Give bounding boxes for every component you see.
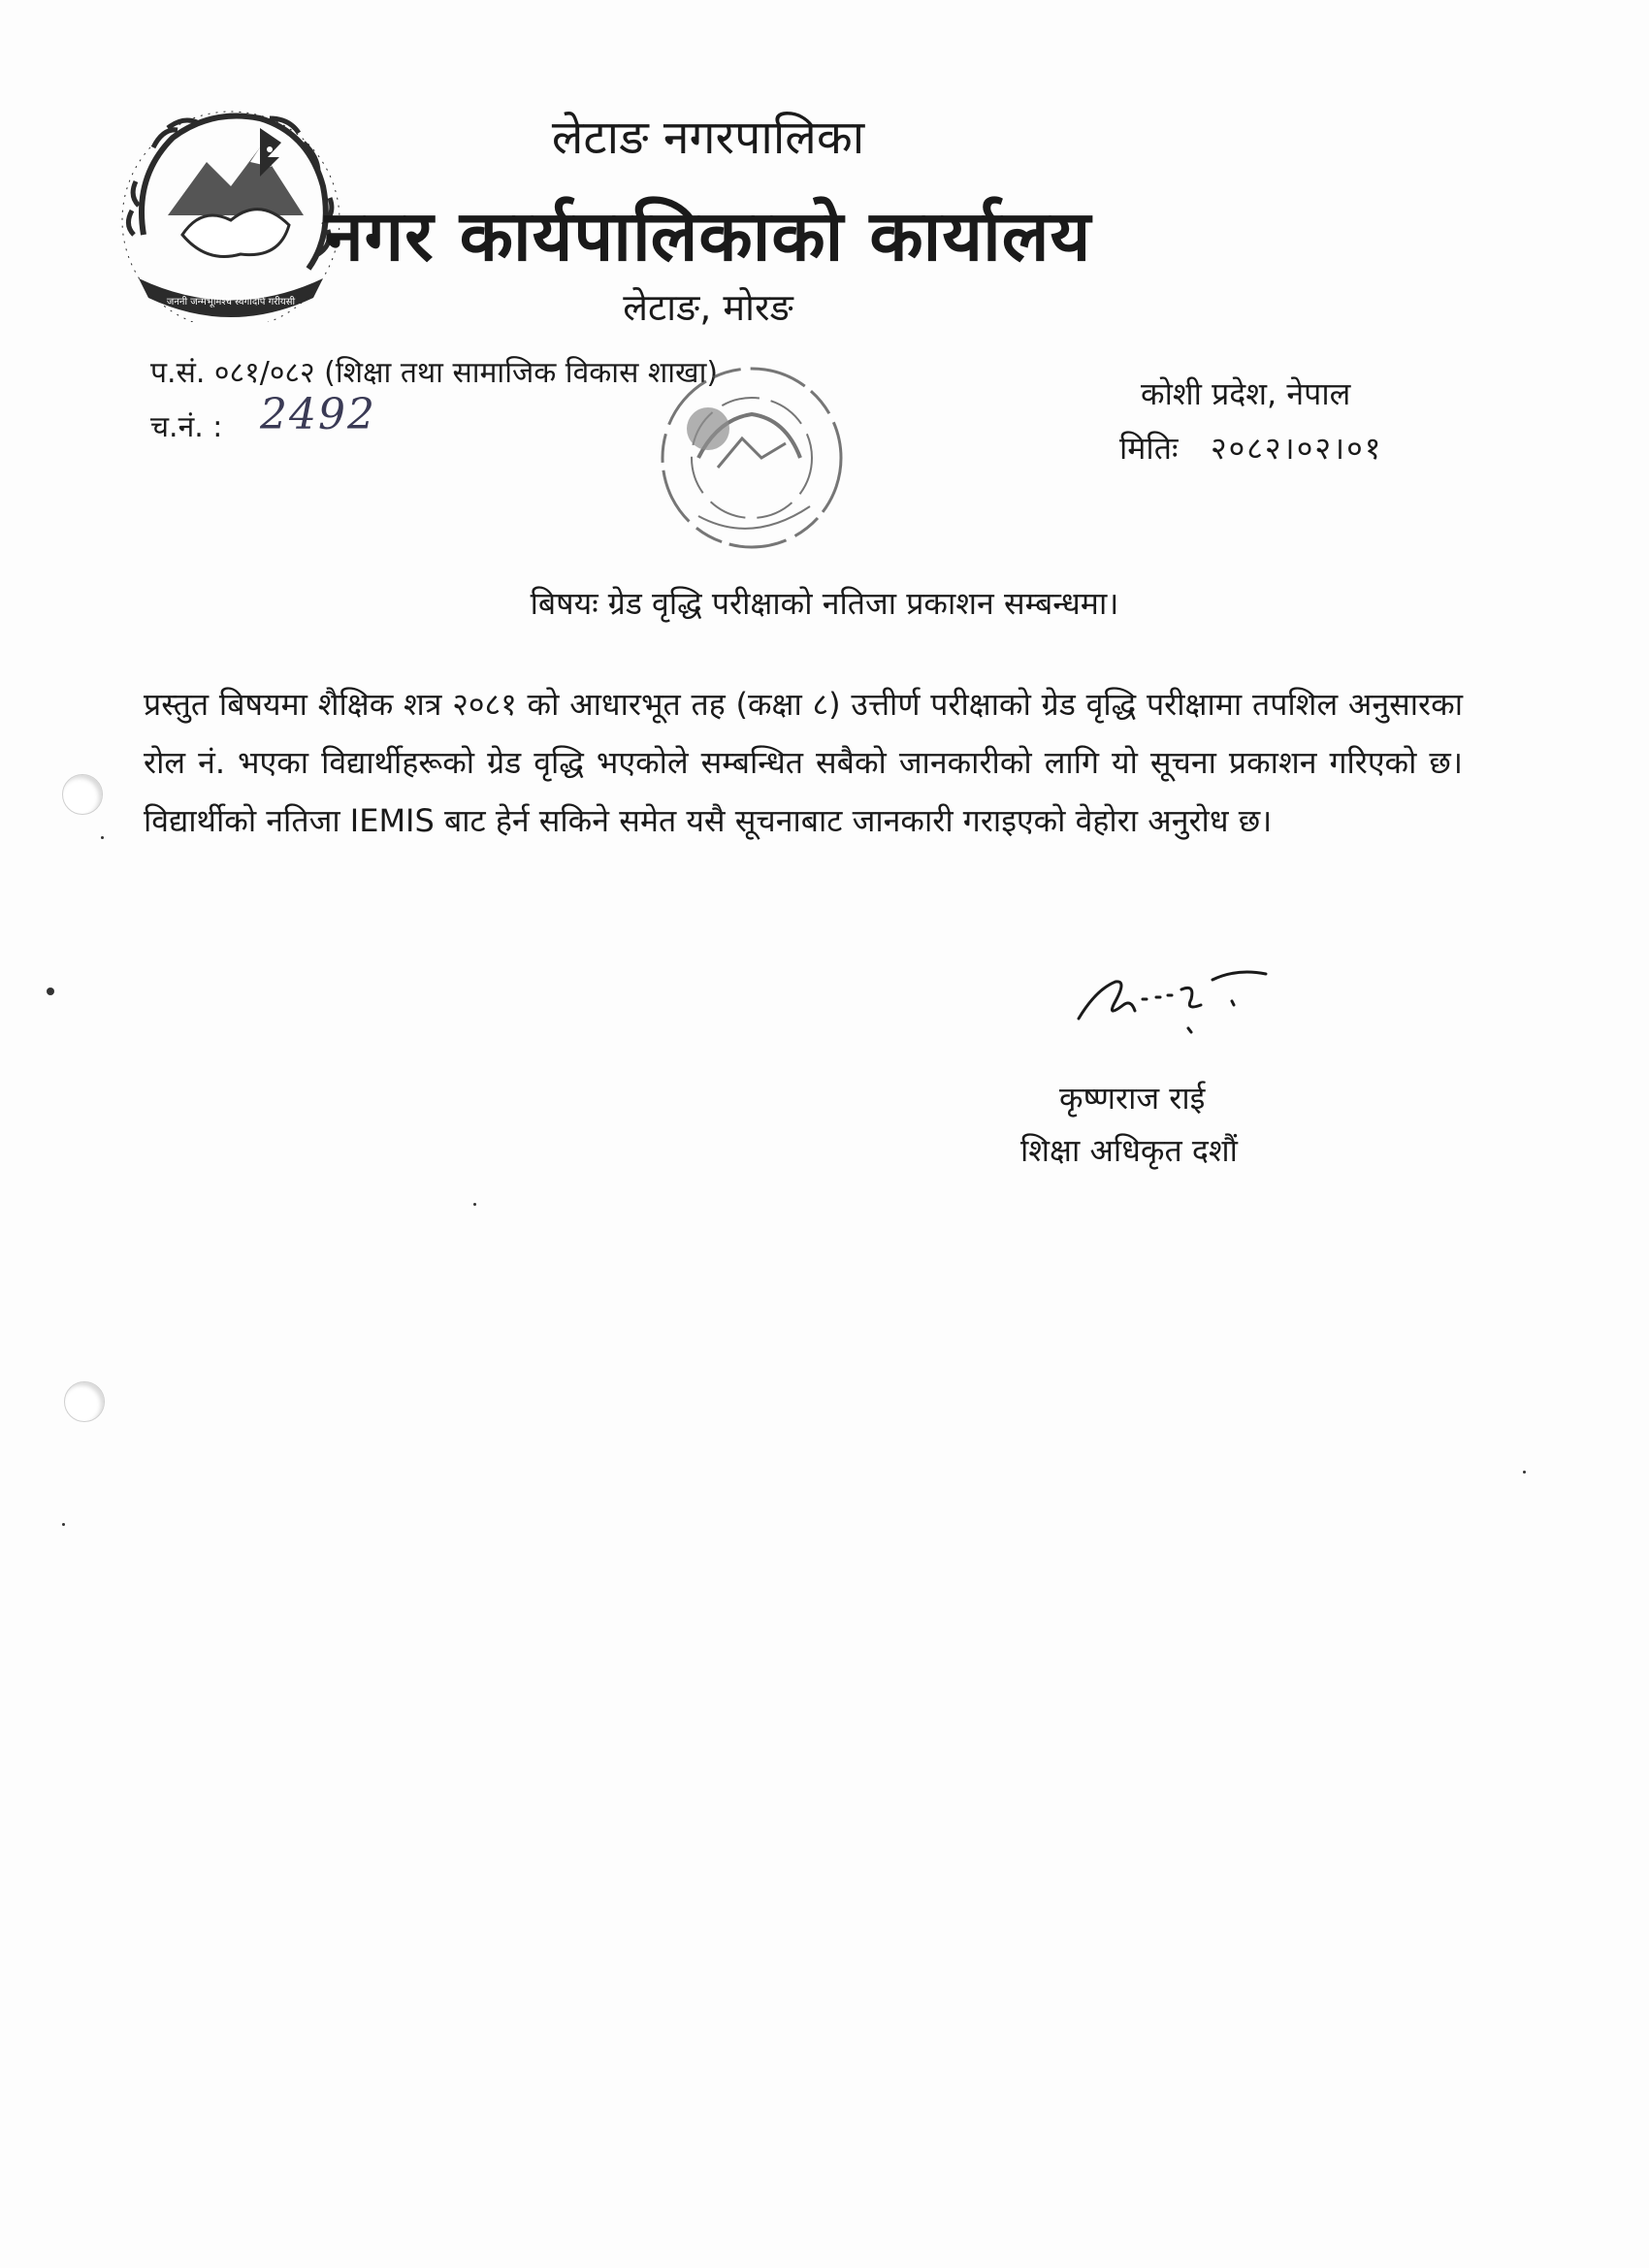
- paper-speck: [101, 836, 104, 839]
- office-name: नगर कार्यपालिकाको कार्यालय: [324, 195, 1092, 276]
- paper-speck: [47, 988, 54, 995]
- signature-mark: [1067, 960, 1300, 1067]
- date-label: मितिः: [1119, 430, 1179, 467]
- punch-hole: [62, 774, 103, 815]
- office-stamp: [640, 361, 863, 565]
- subject-line: [0, 582, 1649, 624]
- office-location: लेटाङ, मोरङ: [623, 286, 793, 329]
- reference-number: प.सं. ०८१/०८२ (शिक्षा तथा सामाजिक विकास शाखा): [150, 356, 719, 390]
- subject-label: बिषयः: [530, 585, 598, 622]
- paper-speck: [1523, 1471, 1526, 1474]
- dispatch-number-handwritten: 2492: [260, 390, 376, 439]
- signatory-name: कृष्णराज राई: [1059, 1080, 1206, 1117]
- paper-speck: [473, 1203, 476, 1206]
- province-line: कोशी प्रदेश, नेपाल: [1141, 375, 1351, 412]
- subject-text: ग्रेड वृद्धि परीक्षाको नतिजा प्रकाशन सम्बन्धमा।: [607, 585, 1119, 622]
- date-value: २०८२।०२।०१: [1211, 430, 1383, 467]
- paper-speck: [62, 1523, 65, 1526]
- municipality-name: लेटाङ नगरपालिका: [551, 111, 865, 165]
- dispatch-number-label: च.नं. :: [150, 410, 223, 444]
- signatory-title: शिक्षा अधिकृत दशौं: [1020, 1132, 1238, 1169]
- punch-hole: [64, 1381, 105, 1422]
- svg-text:जननी जन्मभूमिश्च स्वर्गादपि गर: जननी जन्मभूमिश्च स्वर्गादपि गरीयसी: [166, 297, 296, 308]
- notice-body: प्रस्तुत बिषयमा शैक्षिक शत्र २०८१ को आधारभूत तह (कक्षा ८) उत्तीर्ण परीक्षाको ग्रेड वृद्धि परीक्षामा तपशिल अनुसारका रोल नं. भएका विद्यार्थीहरूको ग्रेड वृद्धि भएकोले सम्बन्धित सबैको जानकारीको लागि यो सूचना प्रकाशन गरिएको छ। विद्यार्थीको नतिजा IEMIS बाट हेर्न सकिने समेत यसै सूचनाबाट जानकारी गराइएको वेहोरा अनुरोध छ।: [144, 686, 1463, 839]
